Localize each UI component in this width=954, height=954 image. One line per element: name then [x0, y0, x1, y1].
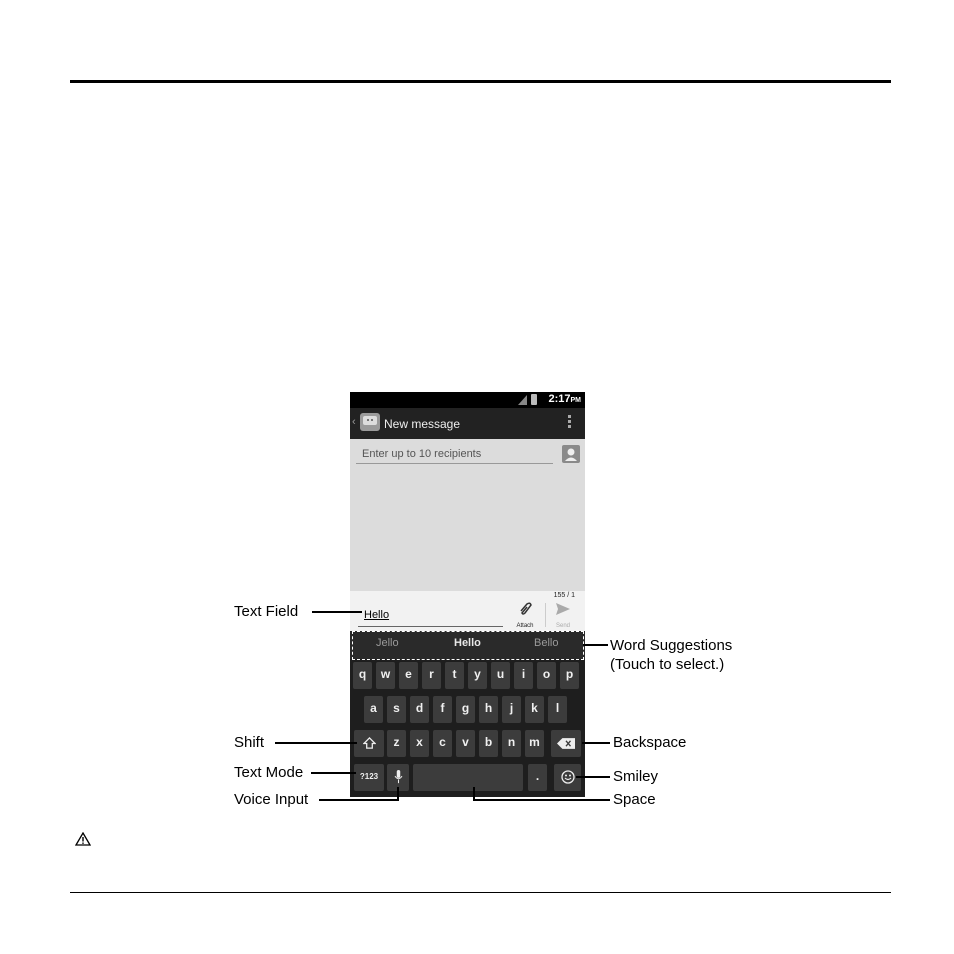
callout-line — [576, 776, 610, 778]
paperclip-icon — [517, 601, 533, 617]
callout-smiley: Smiley — [613, 768, 659, 785]
callout-word-suggestions-note: (Touch to select.) — [610, 656, 725, 673]
microphone-icon — [394, 770, 403, 784]
key[interactable]: l — [548, 696, 567, 723]
app-title: New message — [384, 417, 461, 431]
backspace-key[interactable] — [551, 730, 581, 757]
callout-line — [582, 742, 610, 744]
key[interactable]: p — [560, 662, 579, 689]
send-arrow-icon — [555, 601, 571, 617]
header-rule — [70, 80, 891, 83]
key[interactable]: c — [433, 730, 452, 757]
message-text-field[interactable] — [358, 604, 503, 627]
recipients-placeholder: Enter up to 10 recipients — [362, 448, 482, 460]
attach-label: Attach — [516, 623, 534, 629]
overflow-menu-icon[interactable] — [568, 415, 571, 430]
key[interactable]: g — [456, 696, 475, 723]
compose-bar — [350, 591, 585, 631]
backspace-icon — [557, 738, 575, 749]
key[interactable]: f — [433, 696, 452, 723]
period-key[interactable]: . — [528, 764, 547, 791]
text-field-value: Hello — [364, 609, 390, 621]
suggestion-item[interactable]: Hello — [454, 637, 481, 649]
action-bar — [350, 408, 585, 439]
character-counter: 155 / 1 — [553, 592, 575, 599]
key[interactable]: z — [387, 730, 406, 757]
smiley-icon — [561, 770, 575, 784]
keyboard — [350, 659, 585, 797]
callout-line — [473, 799, 610, 801]
key[interactable]: b — [479, 730, 498, 757]
key[interactable]: u — [491, 662, 510, 689]
suggestion-item[interactable]: Jello — [376, 637, 399, 649]
shift-icon — [363, 737, 376, 750]
callout-voice-input: Voice Input — [234, 791, 309, 808]
callout-line — [312, 611, 362, 613]
phone-screenshot — [350, 392, 585, 797]
callout-word-suggestions: Word Suggestions — [610, 637, 733, 654]
message-content-area — [350, 439, 585, 591]
callout-text-mode: Text Mode — [234, 764, 304, 781]
space-key[interactable] — [413, 764, 523, 791]
attach-button[interactable] — [510, 601, 540, 629]
battery-icon — [531, 394, 537, 405]
key[interactable]: x — [410, 730, 429, 757]
suggestion-item[interactable]: Bello — [534, 637, 559, 649]
callout-line — [583, 644, 608, 646]
key[interactable]: i — [514, 662, 533, 689]
status-bar — [350, 392, 585, 408]
key[interactable]: e — [399, 662, 418, 689]
footer-rule — [70, 892, 891, 893]
callout-text-field: Text Field — [234, 603, 299, 620]
key[interactable]: o — [537, 662, 556, 689]
key[interactable]: s — [387, 696, 406, 723]
key[interactable]: j — [502, 696, 521, 723]
key[interactable]: t — [445, 662, 464, 689]
key[interactable]: y — [468, 662, 487, 689]
callout-space: Space — [613, 791, 656, 808]
key[interactable]: m — [525, 730, 544, 757]
key[interactable]: v — [456, 730, 475, 757]
warning-icon — [75, 832, 91, 846]
recipients-input[interactable] — [356, 445, 553, 464]
send-label: Send — [555, 623, 570, 629]
key[interactable]: q — [353, 662, 372, 689]
key[interactable]: h — [479, 696, 498, 723]
callout-line — [319, 799, 399, 801]
callout-line — [275, 742, 357, 744]
key[interactable]: w — [376, 662, 395, 689]
key[interactable]: r — [422, 662, 441, 689]
shift-key[interactable] — [354, 730, 384, 757]
back-chevron-icon[interactable]: ‹ — [352, 416, 356, 428]
callout-line — [397, 787, 399, 801]
key[interactable]: k — [525, 696, 544, 723]
key[interactable]: d — [410, 696, 429, 723]
key[interactable]: n — [502, 730, 521, 757]
callout-line — [311, 772, 356, 774]
callout-backspace: Backspace — [613, 734, 687, 751]
word-suggestions-highlight — [352, 631, 584, 660]
key[interactable]: a — [364, 696, 383, 723]
contact-icon[interactable] — [562, 445, 580, 463]
status-time: 2:17PM — [548, 393, 581, 405]
send-button[interactable] — [546, 601, 580, 629]
text-mode-key[interactable]: ?123 — [354, 764, 384, 791]
callout-shift: Shift — [234, 734, 265, 751]
messaging-app-icon[interactable] — [360, 413, 380, 431]
signal-icon — [518, 395, 527, 405]
